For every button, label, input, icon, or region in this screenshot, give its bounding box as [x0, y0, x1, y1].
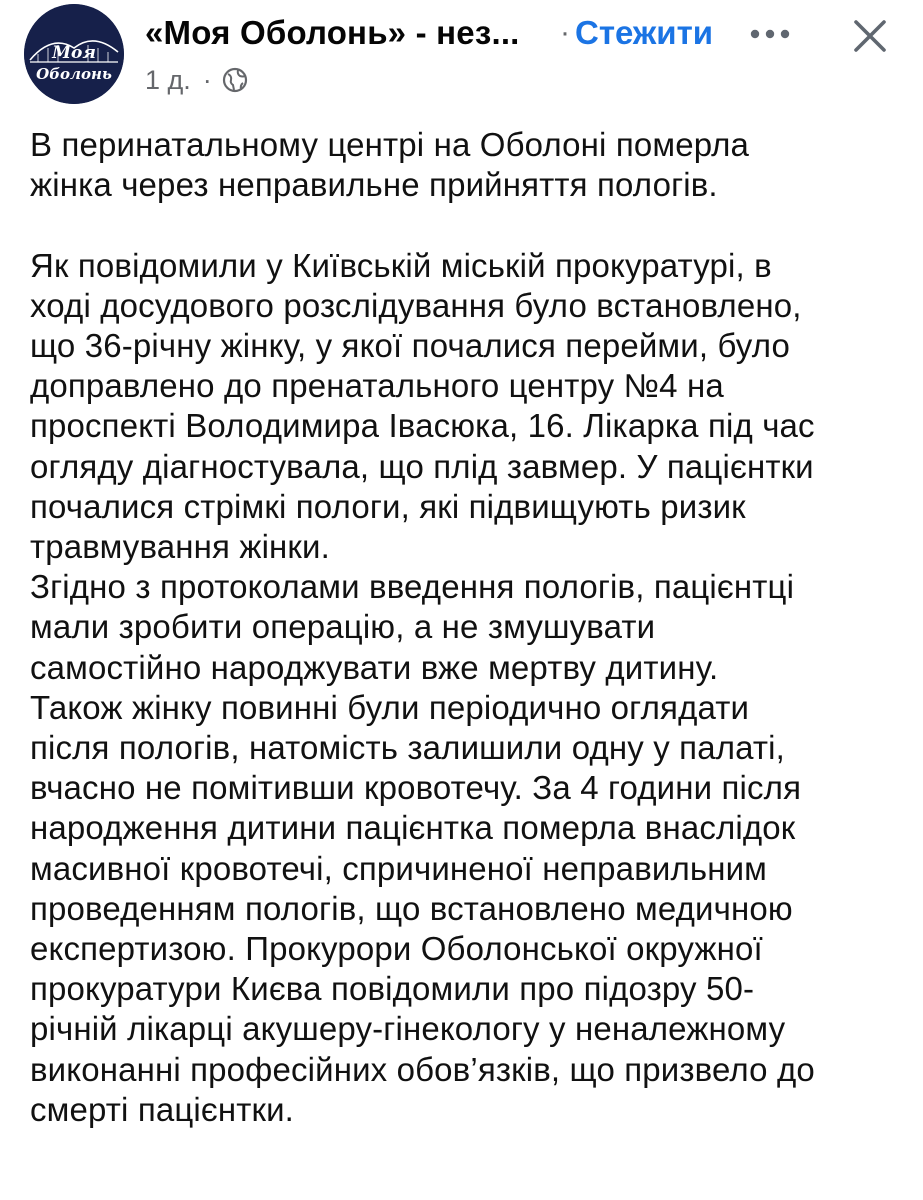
text-line: смерті пацієнтки. [30, 1090, 295, 1128]
post-paragraph-2 [30, 246, 910, 568]
more-options-icon[interactable] [748, 24, 792, 44]
text-line: після пологів, натомість залишили одну у палаті, [30, 729, 785, 767]
text-line: ході досудового розслідування було встановлено, [30, 286, 802, 324]
text-line: народження дитини пацієнтка померла внаслідок [30, 809, 796, 847]
text-line: огляду діагностувала, що плід завмер. У пацієнтки [30, 447, 814, 485]
text-line: вчасно не помітивши кровотечу. За 4 години після [30, 769, 802, 807]
logo-icon [24, 4, 124, 104]
text-line: що 36-річну жінку, у якої почалися перейми, було [30, 327, 790, 364]
follow-button[interactable]: Стежити [575, 14, 714, 51]
globe-icon[interactable] [222, 67, 248, 93]
text-line: прокуратури Києва повідомили про підозру 50- [30, 970, 755, 1008]
post-meta [145, 64, 248, 96]
logo-text-line1: Моя [52, 43, 96, 63]
post-paragraph-3 [30, 567, 910, 1130]
text-line: проспекті Володимира Івасюка, 16. Лікарка під час [30, 407, 815, 445]
text-line: експертизою. Прокурори Оболонської окружної [30, 930, 763, 968]
text-line: проведенням пологів, що встановлено медичною [30, 889, 793, 927]
post-paragraph-1 [30, 125, 910, 205]
text-line: Як повідомили у Київській міській прокуратурі, в [30, 246, 772, 284]
post-header [0, 0, 923, 110]
page-avatar[interactable] [24, 4, 124, 104]
text-line: В перинатальному центрі на Оболоні померла [30, 126, 750, 163]
text-line: Згідно з протоколами введення пологів, пацієнтці [30, 568, 795, 606]
text-line: річній лікарці акушеру-гінекологу у неналежному [30, 1010, 786, 1048]
close-icon[interactable] [852, 18, 888, 54]
post-text [30, 125, 910, 1130]
logo-text-line2: Оболонь [36, 65, 112, 83]
name-separator: · [560, 16, 570, 49]
text-line: травмування жінки. [30, 528, 330, 566]
text-line: жінка через неправильне прийняття пологів. [30, 166, 718, 204]
text-line: мали зробити операцію, а не змушувати [30, 608, 656, 646]
text-line: виконанні професійних обов’язків, що призвело до [30, 1050, 815, 1088]
text-line: почалися стрімкі пологи, які підвищують ризик [30, 487, 746, 525]
paragraph-gap [30, 205, 910, 245]
post-timestamp[interactable]: 1 д. [145, 64, 191, 95]
page-name-link[interactable]: «Моя Оболонь» - нез... [145, 14, 520, 51]
text-line: самостійно народжувати вже мертву дитину. [30, 648, 719, 686]
text-line: доправлено до пренатального центру №4 на [30, 367, 724, 405]
text-line: масивної кровотечі, спричиненої неправильним [30, 849, 767, 887]
meta-separator: · [202, 64, 212, 95]
text-line: Також жінку повинні були періодично оглядати [30, 688, 750, 726]
